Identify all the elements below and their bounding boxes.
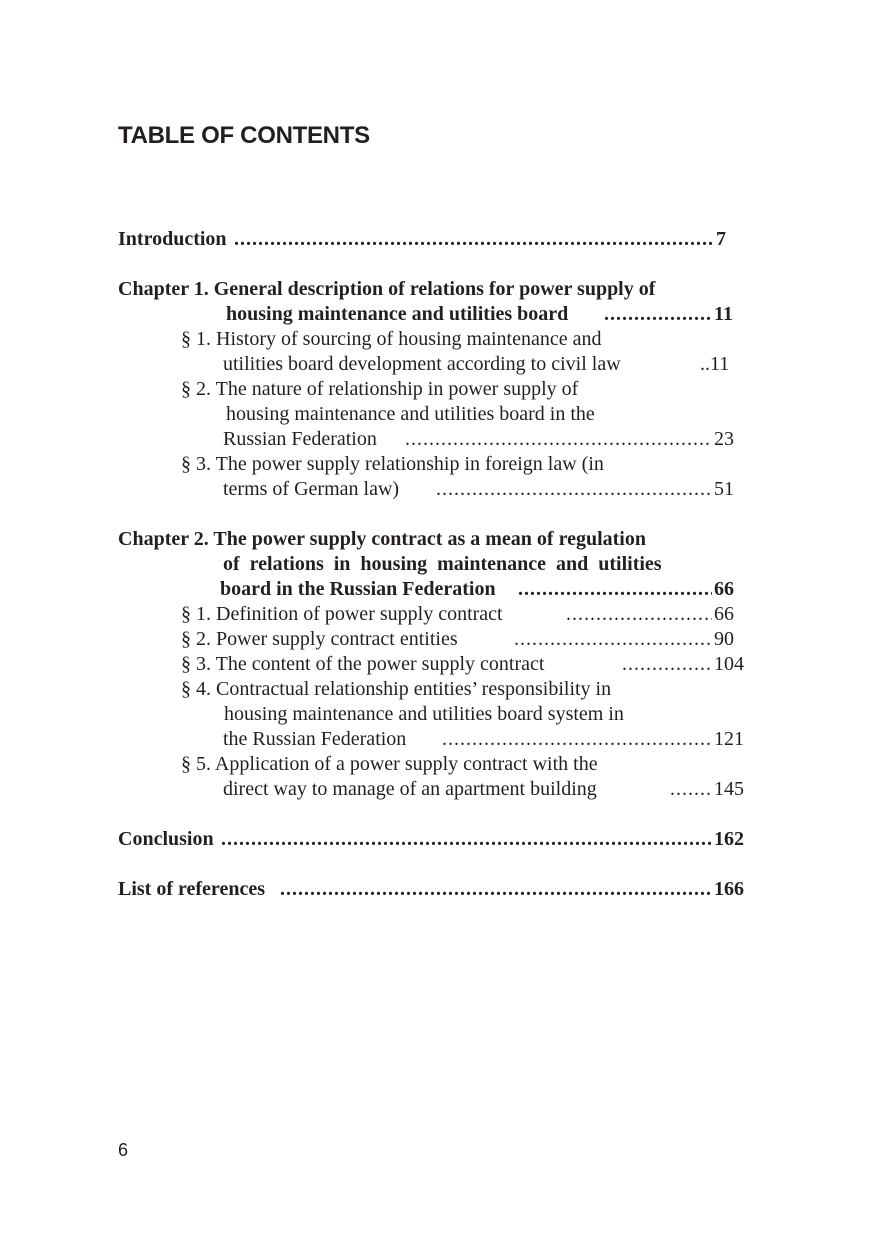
toc-chapter-2-line[interactable] [118,577,748,602]
toc-entry-title: housing maintenance and utilities board in the [226,403,595,425]
toc-entry-title: of relations in housing maintenance and utilities [223,553,662,575]
page-title: TABLE OF CONTENTS [118,122,370,149]
toc-section-1-3-line[interactable] [118,452,748,477]
toc-section-2-3-line[interactable] [118,652,748,677]
toc-page-number: ..11 [700,353,730,375]
toc-page-number: 51 [714,478,734,500]
toc-section-1-2-line[interactable] [118,427,748,452]
table-of-contents [118,227,748,902]
dot-leader [622,652,712,677]
toc-chapter-2-line[interactable] [118,552,748,577]
toc-entry-title: § 5. Application of a power supply contract with the [181,753,598,775]
toc-section-1-2-line[interactable] [118,377,748,402]
toc-page-number: 104 [714,653,744,675]
toc-entry-title: Russian Federation [223,428,377,450]
toc-page-number: 162 [714,828,744,850]
toc-entry-title: § 1. History of sourcing of housing maintenance and [181,328,602,350]
toc-section-2-2-line[interactable] [118,627,748,652]
dot-leader [566,602,712,627]
toc-section-1-2-line[interactable] [118,402,748,427]
dot-leader [442,727,712,752]
toc-entry-title: utilities board development according to civil law [223,353,621,375]
dot-leader [280,877,712,902]
toc-entry-title: § 4. Contractual relationship entities’ responsibility in [181,678,612,700]
toc-entry-title: direct way to manage of an apartment building [223,778,597,800]
toc-entry-title: Conclusion [118,828,214,850]
toc-page-number: 90 [714,628,734,650]
toc-section-1-1-line[interactable] [118,327,748,352]
page-number: 6 [118,1140,129,1160]
dot-leader [436,477,712,502]
toc-entry-title: Chapter 1. General description of relations for power supply of [118,278,656,300]
toc-entry-title: the Russian Federation [223,728,407,750]
dot-leader [234,227,714,252]
dot-leader [604,302,712,327]
toc-section-2-4-line[interactable] [118,677,748,702]
dot-leader [405,427,712,452]
toc-entry-title: Chapter 2. The power supply contract as a mean of regulation [118,528,646,550]
toc-entry-title: § 2. Power supply contract entities [181,628,458,650]
toc-page-number: 66 [714,603,734,625]
toc-entry-title: § 3. The content of the power supply contract [181,653,545,675]
toc-entry-title: § 1. Definition of power supply contract [181,603,503,625]
toc-page-number: 166 [714,878,744,900]
toc-page-number: 11 [714,303,733,325]
toc-entry-title: Introduction [118,228,227,250]
toc-entry-title: housing maintenance and utilities board [226,303,569,325]
toc-page-number: 66 [714,578,734,600]
toc-chapter-1-line[interactable] [118,302,748,327]
dot-leader [670,777,712,802]
toc-section-2-4-line[interactable] [118,727,748,752]
dot-leader [518,577,712,602]
toc-entry-title: List of references [118,878,265,900]
toc-page-number: 145 [714,778,744,800]
toc-entry-title: housing maintenance and utilities board system in [224,703,624,725]
toc-chapter-1-line[interactable] [118,277,748,302]
dot-leader [514,627,712,652]
toc-entry-title: terms of German law) [223,478,400,500]
toc-section-2-4-line[interactable] [118,702,748,727]
toc-page-number: 23 [714,428,734,450]
toc-chapter-2-line[interactable] [118,527,748,552]
toc-entry-conclusion[interactable] [118,827,748,852]
dot-leader [221,827,712,852]
toc-entry-title: board in the Russian Federation [220,578,496,600]
toc-page-number: 7 [716,228,726,250]
toc-section-2-5-line[interactable] [118,777,748,802]
toc-section-2-1-line[interactable] [118,602,748,627]
toc-section-1-3-line[interactable] [118,477,748,502]
toc-entry-title: § 2. The nature of relationship in power supply of [181,378,579,400]
toc-entry-title: § 3. The power supply relationship in foreign law (in [181,453,604,475]
toc-section-2-5-line[interactable] [118,752,748,777]
toc-entry-introduction[interactable] [118,227,748,252]
toc-entry-references[interactable] [118,877,748,902]
toc-page-number: 121 [714,728,744,750]
toc-section-1-1-line[interactable] [118,352,748,377]
